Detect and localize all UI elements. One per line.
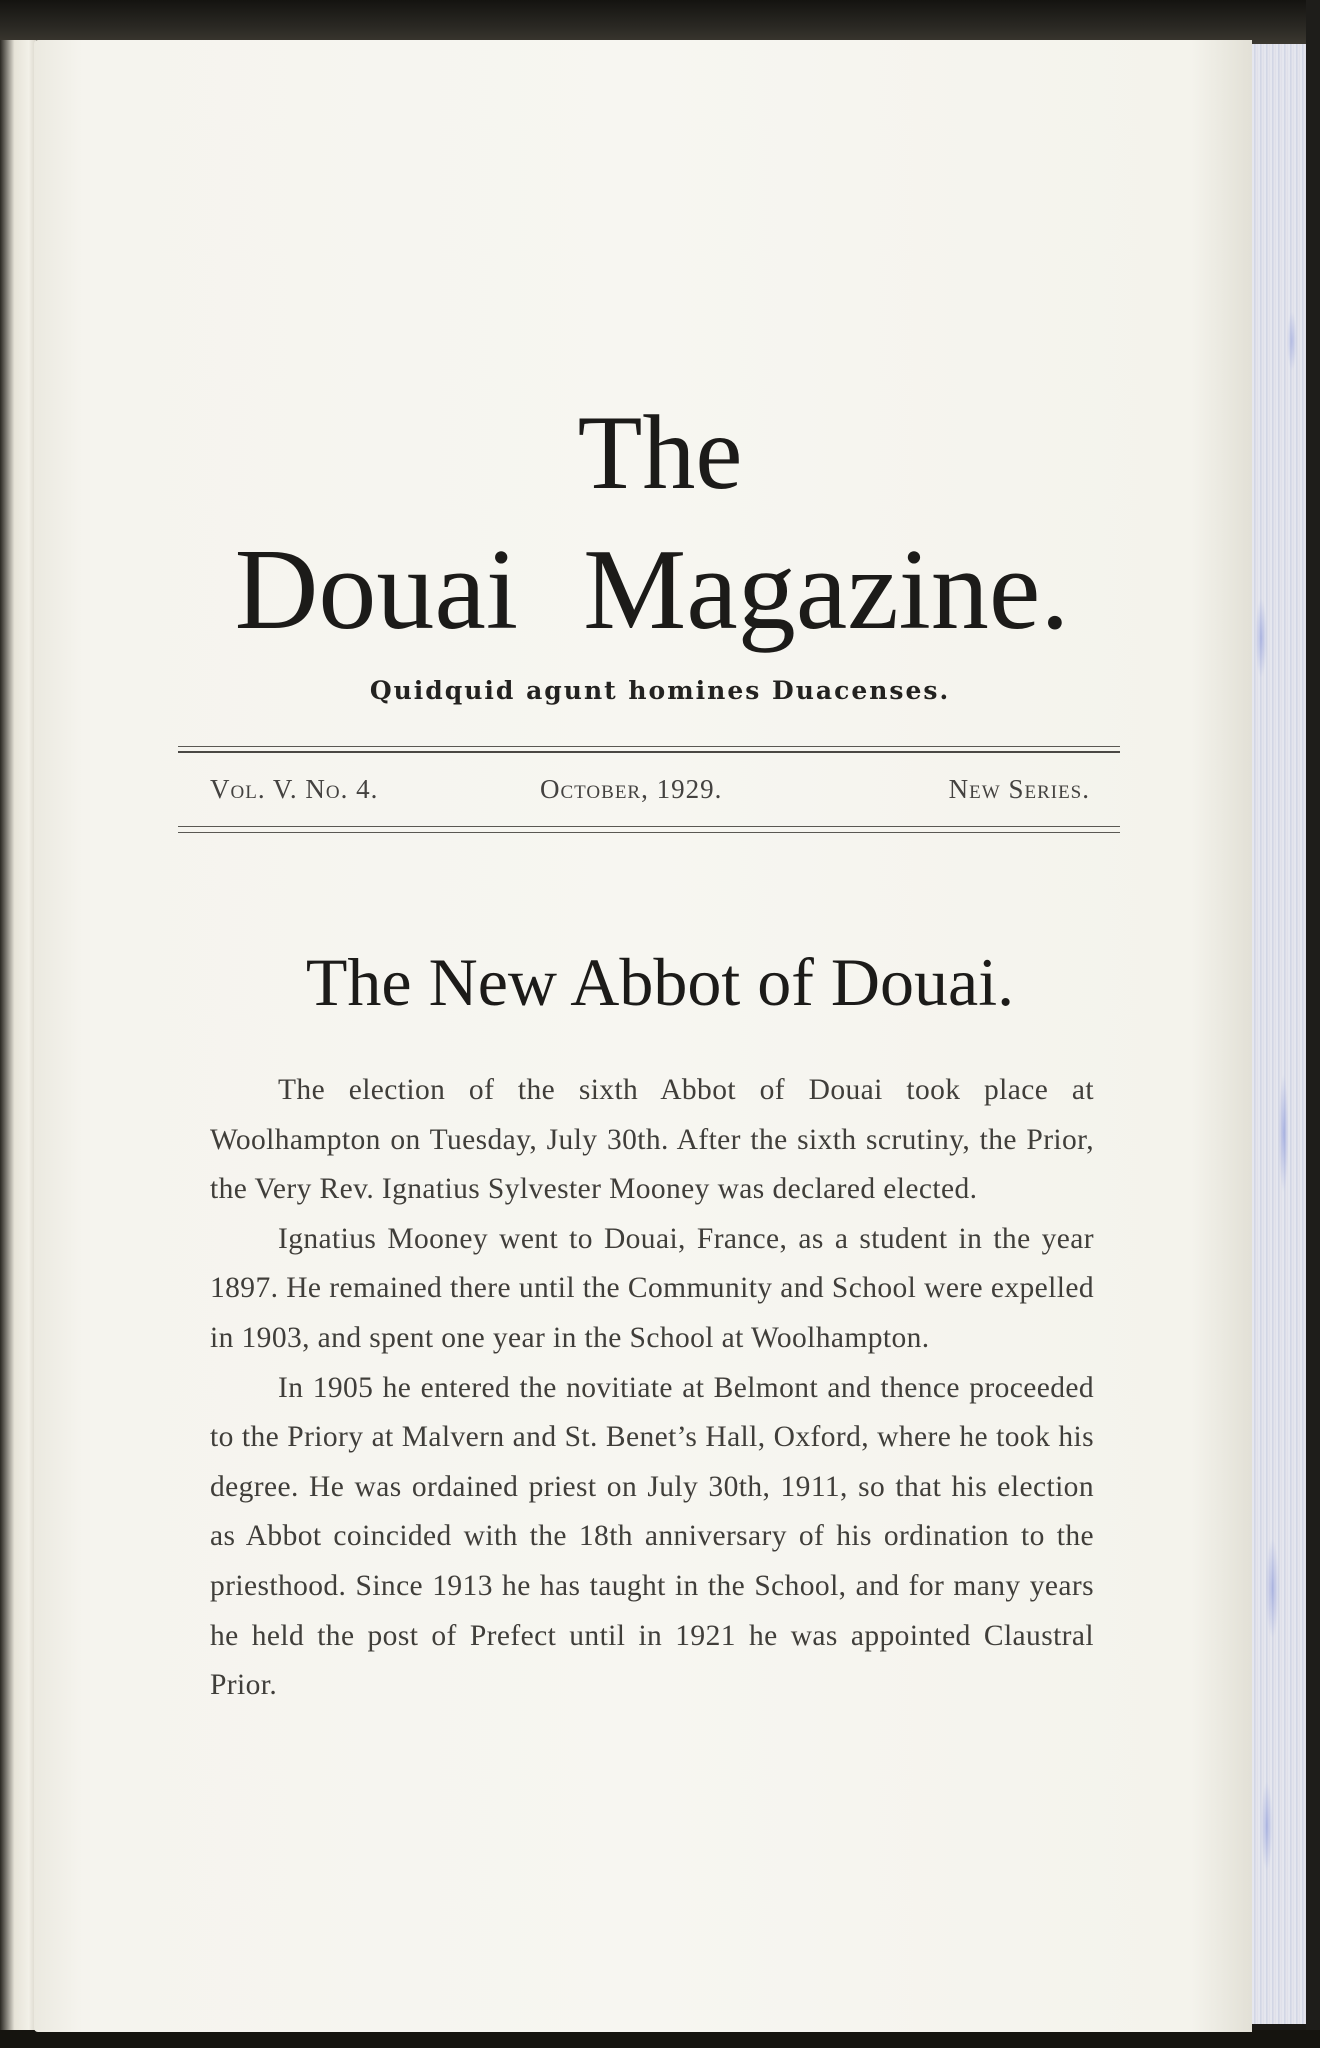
article-body bbox=[210, 1066, 1094, 1711]
masthead-title: Douai Magazine. bbox=[234, 526, 1070, 654]
page-edges bbox=[1250, 44, 1306, 2024]
book-cover-top bbox=[0, 0, 1320, 44]
rule-top-thick bbox=[178, 751, 1120, 753]
issue-date: October, 1929. bbox=[540, 774, 723, 804]
rule-bottom-thin-2 bbox=[178, 832, 1120, 833]
book-cover-right bbox=[1306, 0, 1320, 2048]
article-paragraph-1: The election of the sixth Abbot of Douai took place at Woolhampton on Tuesday, July 30th. After the sixth scrutiny, the Prior, the Very Rev. Ignatius Sylvester Mooney was declared elected. bbox=[210, 1074, 1094, 1206]
book-binding-gutter bbox=[0, 40, 36, 2030]
article-paragraph-3: In 1905 he entered the novitiate at Belmont and thence proceeded to the Priory at Malvern and St. Benet’s Hall, Oxford, where he took his degree. He was ordained priest on July 30th, 1911, so that his election as Abbot coincided with the 18th anniversary of his ordination to the priesthood. Since 1913 he has taught in the School, and for many years he held the post of Prefect until in 1921 he was appointed Claustral Prior. bbox=[210, 1371, 1094, 1702]
book-cover-bottom bbox=[0, 2030, 1320, 2048]
issue-info-line bbox=[210, 774, 1090, 814]
article-title: The New Abbot of Douai. bbox=[305, 944, 1015, 1020]
issue-series: New Series. bbox=[948, 774, 1090, 804]
rule-top-thin bbox=[178, 746, 1120, 747]
issue-volume: Vol. V. No. 4. bbox=[210, 774, 379, 804]
rule-bottom-thin bbox=[178, 826, 1120, 827]
masthead-motto: Quidquid agunt homines Duacenses. bbox=[369, 676, 951, 705]
magazine-page bbox=[34, 40, 1252, 2032]
masthead-the: The bbox=[577, 394, 743, 511]
article-paragraph-2: Ignatius Mooney went to Douai, France, as a student in the year 1897. He remained there until the Community and School were expelled in 1903, and spent one year in the School at Woolhampton. bbox=[210, 1222, 1094, 1354]
